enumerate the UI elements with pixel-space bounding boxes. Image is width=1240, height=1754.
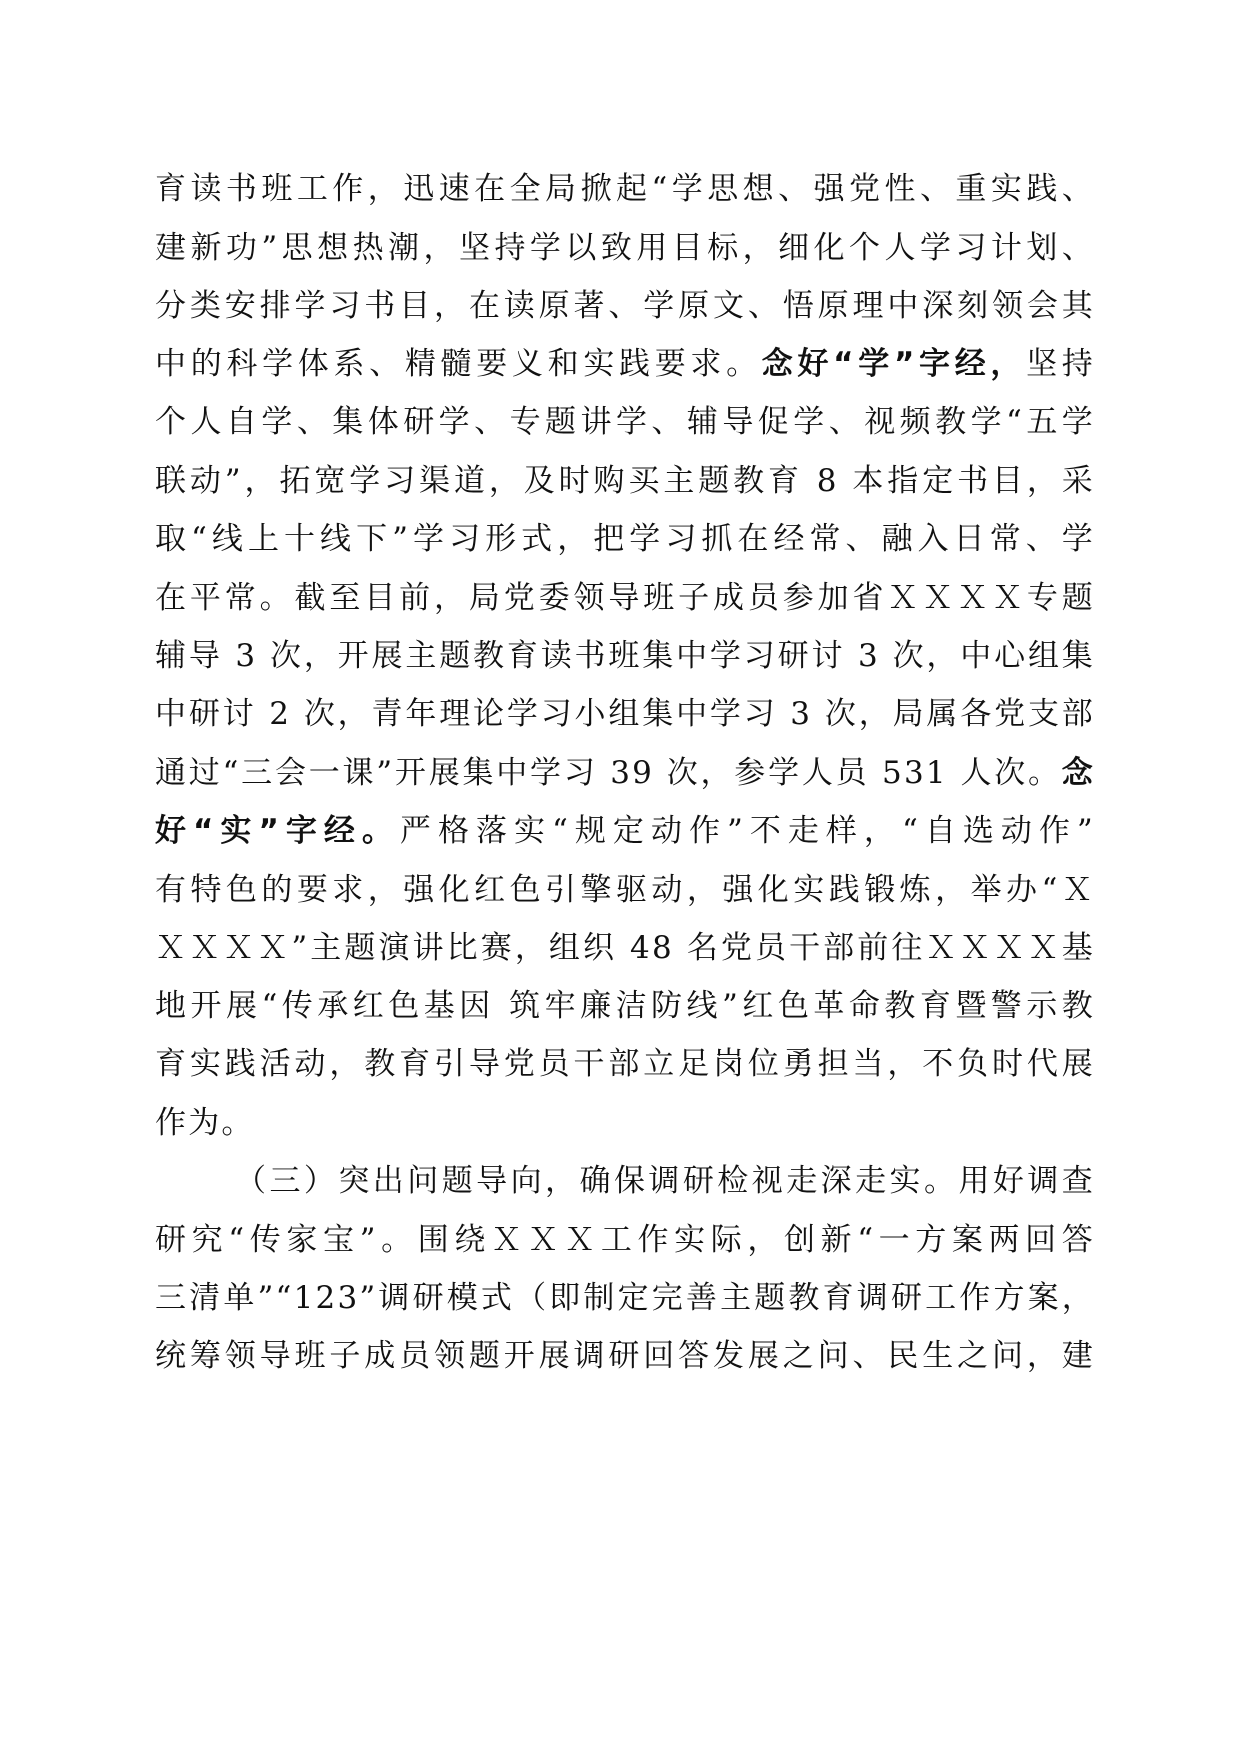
- text-run: 有特色的要求，强化红色引擎驱动，强化实践锻炼，举办“Ｘ: [155, 872, 1095, 908]
- text-run: 中研讨 2 次，青年理论学习小组集中学习 3 次，局属各党支部: [155, 696, 1095, 732]
- text-line: [155, 1090, 1095, 1156]
- text-line: [235, 1148, 1095, 1214]
- text-line: [155, 915, 1095, 981]
- text-line: [155, 448, 1095, 514]
- bold-text-run: 好“实”字经。: [155, 813, 400, 849]
- text-run: 作为。: [155, 1105, 255, 1141]
- text-line: [155, 623, 1095, 689]
- text-run: 取“线上十线下”学习形式，把学习抓在经常、融入日常、学: [155, 521, 1095, 557]
- text-line: [155, 740, 1095, 806]
- text-line: [155, 331, 1095, 397]
- text-run: 在平常。截至目前，局党委领导班子成员参加省ＸＸＸＸ专题: [155, 580, 1095, 616]
- text-line: [155, 857, 1095, 923]
- text-line: [155, 1207, 1095, 1273]
- text-run: 研究“传家宝”。围绕ＸＸＸ工作实际，创新“一方案两回答: [155, 1222, 1095, 1258]
- text-run: 联动”，拓宽学习渠道，及时购买主题教育 8 本指定书目，采: [155, 463, 1095, 499]
- text-run: 通过“三会一课”开展集中学习 39 次，参学人员 531 人次。: [155, 755, 1062, 791]
- text-run: （三）突出问题导向，确保调研检视走深走实。用好调查: [235, 1163, 1095, 1199]
- text-line: [155, 156, 1095, 222]
- text-line: [155, 389, 1095, 455]
- text-run: ＸＸＸＸ”主题演讲比赛，组织 48 名党员干部前往ＸＸＸＸ基: [155, 930, 1095, 966]
- text-run: 严格落实“规定动作”不走样，“自选动作”: [399, 813, 1095, 849]
- text-run: 个人自学、集体研学、专题讲学、辅导促学、视频教学“五学: [155, 404, 1095, 440]
- text-line: [155, 798, 1095, 864]
- text-line: [155, 681, 1095, 747]
- text-line: [155, 506, 1095, 572]
- text-run: 坚持: [1026, 346, 1095, 382]
- text-run: 三清单”“123”调研模式（即制定完善主题教育调研工作方案，: [155, 1280, 1095, 1316]
- text-run: 建新功”思想热潮，坚持学以致用目标，细化个人学习计划、: [155, 230, 1095, 266]
- text-run: 育读书班工作，迅速在全局掀起“学思想、强党性、重实践、: [155, 171, 1095, 207]
- text-line: [155, 565, 1095, 631]
- text-run: 分类安排学习书目，在读原著、学原文、悟原理中深刻领会其: [155, 288, 1095, 324]
- text-run: 统筹领导班子成员领题开展调研回答发展之问、民生之问，建: [155, 1338, 1095, 1374]
- text-run: 中的科学体系、精髓要义和实践要求。: [155, 346, 762, 382]
- text-line: [155, 1265, 1095, 1331]
- text-line: [155, 1031, 1095, 1097]
- text-line: [155, 273, 1095, 339]
- text-line: [155, 973, 1095, 1039]
- text-run: 育实践活动，教育引导党员干部立足岗位勇担当，不负时代展: [155, 1046, 1095, 1082]
- text-run: 地开展“传承红色基因 筑牢廉洁防线”红色革命教育暨警示教: [155, 988, 1095, 1024]
- text-line: [155, 215, 1095, 281]
- text-line: [155, 1323, 1095, 1389]
- bold-text-run: 念好“学”字经，: [761, 346, 1027, 382]
- bold-text-run: 念: [1061, 755, 1095, 791]
- text-run: 辅导 3 次，开展主题教育读书班集中学习研讨 3 次，中心组集: [155, 638, 1095, 674]
